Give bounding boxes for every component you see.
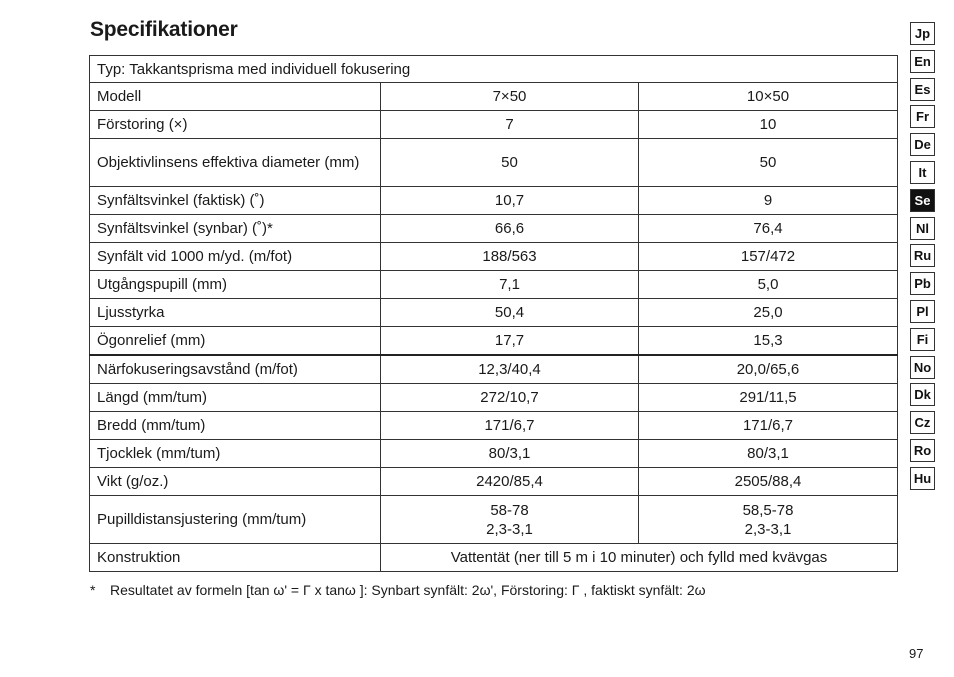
value-line: 2,3-3,1 bbox=[486, 520, 533, 538]
table-row bbox=[90, 215, 898, 243]
row-label: Synfält vid 1000 m/yd. (m/fot) bbox=[90, 243, 381, 271]
page-title: Specifikationer bbox=[90, 18, 238, 41]
row-value-7x50: 80/3,1 bbox=[381, 440, 639, 468]
language-tab-ro[interactable]: Ro bbox=[910, 439, 935, 462]
language-tab-it[interactable]: It bbox=[910, 161, 935, 184]
row-label: Vikt (g/oz.) bbox=[90, 468, 381, 496]
table-row bbox=[90, 243, 898, 271]
row-value-10x50: 10×50 bbox=[639, 83, 898, 111]
table-row bbox=[90, 299, 898, 327]
row-value-10x50: 9 bbox=[639, 187, 898, 215]
value-line: 2,3-3,1 bbox=[744, 520, 792, 538]
table-row bbox=[90, 496, 898, 544]
language-tab-nl[interactable]: Nl bbox=[910, 217, 935, 240]
table-row bbox=[90, 327, 898, 355]
type-row bbox=[90, 56, 898, 83]
row-value-7x50: 7,1 bbox=[381, 271, 639, 299]
table-row bbox=[90, 440, 898, 468]
value-line: 58,5-78 bbox=[742, 501, 794, 519]
table-row bbox=[90, 468, 898, 496]
row-value-10x50: 171/6,7 bbox=[639, 412, 898, 440]
row-label: Bredd (mm/tum) bbox=[90, 412, 381, 440]
language-tab-es[interactable]: Es bbox=[910, 78, 935, 101]
table-row bbox=[90, 111, 898, 139]
row-value-7x50: 272/10,7 bbox=[381, 384, 639, 412]
row-label: Pupilldistansjustering (mm/tum) bbox=[90, 496, 381, 544]
table-row bbox=[90, 187, 898, 215]
language-tab-pb[interactable]: Pb bbox=[910, 272, 935, 295]
language-tab-ru[interactable]: Ru bbox=[910, 244, 935, 267]
spec-table bbox=[89, 55, 898, 572]
row-value-7x50: 10,7 bbox=[381, 187, 639, 215]
row-value-10x50: 291/11,5 bbox=[639, 384, 898, 412]
row-value-7x50: 50 bbox=[381, 139, 639, 187]
row-label: Modell bbox=[90, 83, 381, 111]
row-value-10x50: 20,0/65,6 bbox=[639, 355, 898, 384]
language-tab-dk[interactable]: Dk bbox=[910, 383, 935, 406]
language-tab-fr[interactable]: Fr bbox=[910, 105, 935, 128]
row-value-10x50: 25,0 bbox=[639, 299, 898, 327]
row-label: Tjocklek (mm/tum) bbox=[90, 440, 381, 468]
language-tab-de[interactable]: De bbox=[910, 133, 935, 156]
row-label: Förstoring (×) bbox=[90, 111, 381, 139]
row-label: Objektivlinsens effektiva diameter (mm) bbox=[90, 139, 381, 187]
row-value-7x50: 171/6,7 bbox=[381, 412, 639, 440]
row-value-10x50 bbox=[639, 496, 898, 544]
language-tab-jp[interactable]: Jp bbox=[910, 22, 935, 45]
row-value-10x50: 15,3 bbox=[639, 327, 898, 355]
row-label: Synfältsvinkel (faktisk) (˚) bbox=[90, 187, 381, 215]
row-value-7x50: 66,6 bbox=[381, 215, 639, 243]
row-label: Synfältsvinkel (synbar) (˚)* bbox=[90, 215, 381, 243]
footnote-text: Resultatet av formeln [tan ω' = Γ x tanω ]: Synbart synfält: 2ω', Förstoring: Γ , faktiskt synfält: 2ω bbox=[110, 582, 706, 598]
row-label: Ögonrelief (mm) bbox=[90, 327, 381, 355]
row-value-7x50: 12,3/40,4 bbox=[381, 355, 639, 384]
row-value-10x50: 2505/88,4 bbox=[639, 468, 898, 496]
row-label: Konstruktion bbox=[90, 544, 381, 572]
row-value-7x50: 7 bbox=[381, 111, 639, 139]
row-label: Närfokuseringsavstånd (m/fot) bbox=[90, 355, 381, 384]
language-tab-no[interactable]: No bbox=[910, 356, 935, 379]
row-value-10x50: 80/3,1 bbox=[639, 440, 898, 468]
row-value-7x50: 17,7 bbox=[381, 327, 639, 355]
footnote bbox=[90, 582, 706, 598]
row-label: Längd (mm/tum) bbox=[90, 384, 381, 412]
row-value-7x50: 188/563 bbox=[381, 243, 639, 271]
language-tab-cz[interactable]: Cz bbox=[910, 411, 935, 434]
table-row bbox=[90, 355, 898, 384]
value-line: 58-78 bbox=[490, 501, 529, 519]
language-tab-se[interactable]: Se bbox=[910, 189, 935, 212]
row-value-merged: Vattentät (ner till 5 m i 10 minuter) och fylld med kvävgas bbox=[381, 544, 898, 572]
row-value-7x50: 2420/85,4 bbox=[381, 468, 639, 496]
table-row bbox=[90, 384, 898, 412]
table-row bbox=[90, 271, 898, 299]
row-value-7x50: 50,4 bbox=[381, 299, 639, 327]
table-row bbox=[90, 83, 898, 111]
row-label: Ljusstyrka bbox=[90, 299, 381, 327]
row-value-7x50: 7×50 bbox=[381, 83, 639, 111]
row-label: Utgångspupill (mm) bbox=[90, 271, 381, 299]
row-value-10x50: 5,0 bbox=[639, 271, 898, 299]
language-tab-fi[interactable]: Fi bbox=[910, 328, 935, 351]
page-number: 97 bbox=[909, 646, 924, 661]
language-tab-hu[interactable]: Hu bbox=[910, 467, 935, 490]
row-value-10x50: 157/472 bbox=[639, 243, 898, 271]
footnote-marker: * bbox=[90, 582, 96, 598]
row-value-10x50: 10 bbox=[639, 111, 898, 139]
language-tab-pl[interactable]: Pl bbox=[910, 300, 935, 323]
table-row bbox=[90, 544, 898, 572]
table-row bbox=[90, 139, 898, 187]
table-row bbox=[90, 412, 898, 440]
row-value-7x50 bbox=[381, 496, 639, 544]
language-tab-en[interactable]: En bbox=[910, 50, 935, 73]
row-value-10x50: 50 bbox=[639, 139, 898, 187]
row-value-10x50: 76,4 bbox=[639, 215, 898, 243]
language-tabs bbox=[910, 22, 935, 495]
type-cell: Typ: Takkantsprisma med individuell fokusering bbox=[90, 56, 898, 83]
